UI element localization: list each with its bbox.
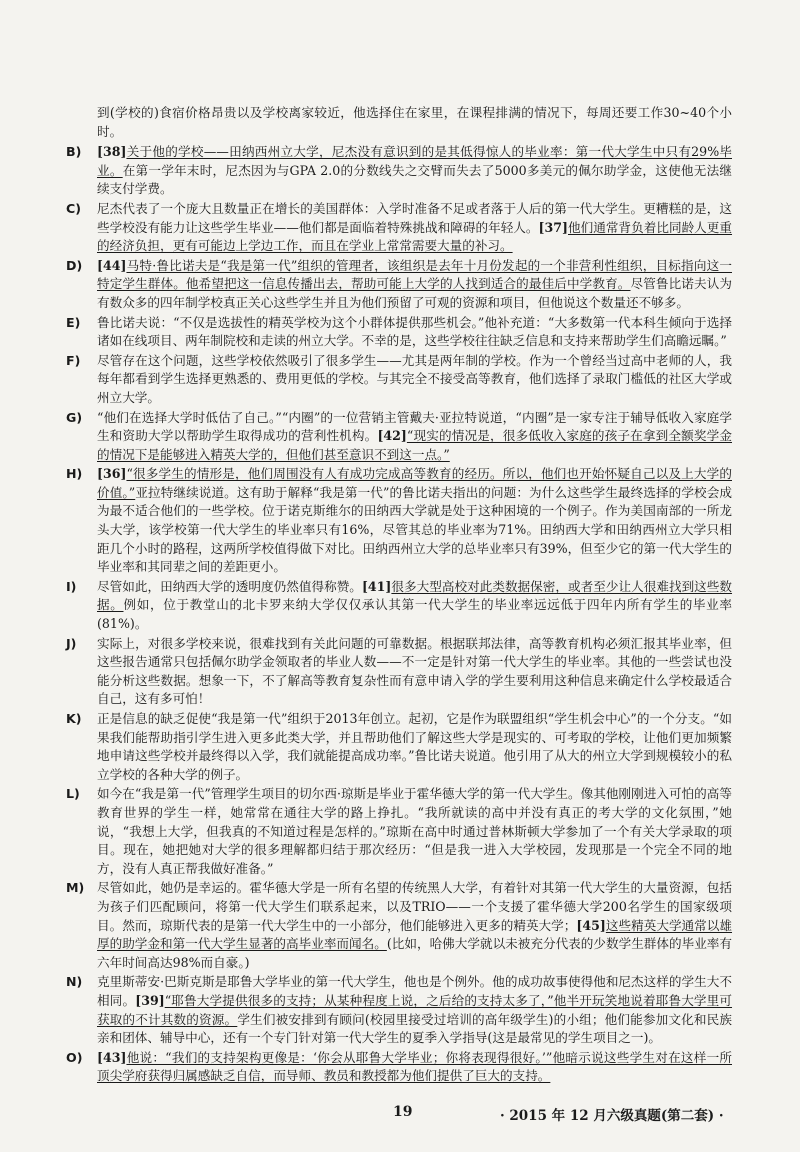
paragraph-text: 正是信息的缺乏促使“我是第一代”组织于2013年创立。起初，它是作为联盟组织“学生机会中心”的一个分支。“如果我们能帮助指引学生进入更多此类大学，并且帮助他们了解这些大学是现实的、可考取的学校，让他们更加频繁地申请这些学校并最终得以入学，我们就能提高成功率。”鲁比诺夫说道。他引用了从大的州立大学到规模较小的私立学校的各种大学的例子。	[97, 711, 732, 782]
paragraph-letter: N)	[66, 974, 83, 990]
paragraph	[66, 879, 732, 972]
paragraph	[66, 1049, 732, 1086]
underlined-answer-text: 很多大型高校对此类数据保密，或者至少让人很难找到这些数据。	[97, 578, 733, 613]
paragraph	[66, 257, 732, 313]
paragraph-text: 在第一学年末时，尼杰因为与GPA 2.0的分数线失之交臂而失去了5000多美元的佩尔助学金，这使他无法继续支付学费。	[97, 162, 733, 197]
question-number-tag: [44]	[97, 257, 127, 273]
underlined-answer-text: 他们通常背负着比同龄人更重的经济负担，更有可能边上学边工作，而且在学业上常常需要大量的补习。	[97, 219, 733, 254]
paragraph-letter: E)	[66, 314, 81, 330]
question-number-tag: [39]	[135, 992, 165, 1008]
question-number-tag: [36]	[97, 466, 127, 482]
paragraph-letter: F)	[66, 352, 81, 368]
paragraph-text: 例如，位于教堂山的北卡罗来纳大学仅仅承认其第一代大学生的毕业率远远低于四年内所有学生的毕业率(81%)。	[97, 597, 733, 632]
page-footer	[0, 1104, 800, 1124]
question-number-tag: [45]	[576, 917, 606, 933]
paragraph-text: 克里斯蒂安·巴斯克斯是耶鲁大学毕业的第一代大学生，他也是个例外。他的成功故事使得他和尼杰这样的学生大不相同。	[97, 974, 732, 1008]
underlined-answer-text: “现实的情况是，很多低收入家庭的孩子在拿到全额奖学金的情况下是能够进入精英大学的，但他们甚至意识不到这一点。”	[97, 428, 732, 462]
paragraph-letter: H)	[66, 466, 83, 482]
intro-paragraph: 到(学校的)食宿价格昂贵以及学校离家较近，他选择住在家里，在课程排满的情况下，每周还要工作30~40个小时。	[97, 105, 732, 139]
paragraph-text: “他们在选择大学时低估了自己。”“内圈”的一位营销主管戴夫·亚拉特说道，“内圈”是一家专注于辅导低收入家庭学生和资助大学以帮助学生取得成功的营利性机构。	[97, 409, 732, 444]
paragraph	[66, 409, 732, 465]
paragraph	[66, 785, 732, 878]
paragraph-letter: O)	[66, 1049, 83, 1065]
paragraph	[66, 314, 732, 351]
paragraph	[66, 465, 732, 577]
paragraph-letter: C)	[66, 200, 81, 216]
paragraph-list	[66, 143, 732, 1086]
paragraph-letter: J)	[66, 635, 77, 651]
paragraph-letter: G)	[66, 409, 83, 425]
question-number-tag: [38]	[97, 144, 127, 160]
page-number: 19	[393, 1104, 413, 1120]
paragraph-text: 尼杰代表了一个庞大且数量正在增长的美国群体：入学时准备不足或者落于人后的第一代大学生。更糟糕的是，这些学校没有能力让这些学生毕业——他们都是面临着特殊挑战和障碍的年轻人。	[97, 200, 732, 235]
underlined-answer-text: “耶鲁大学提供很多的支持；从某种程度上说，之后给的支持太多了，”他半开玩笑地说着耶鲁大学里可获取的不计其数的资源。	[97, 992, 733, 1027]
paragraph-letter: L)	[66, 786, 80, 802]
question-number-tag: [42]	[377, 428, 407, 444]
paragraph-text: 尽管鲁比诺夫认为有数众多的四年制学校真正关心这些学生并且为他们预留了可观的资源和项目，但他说这个数量还不够多。	[97, 276, 733, 310]
paragraph	[66, 635, 732, 709]
paragraph-text: 学生们被安排到有顾问(校园里接受过培训的高年级学生)的小组；他们能参加文化和民族亲和团体、辅导中心，还有一个专门针对第一代大学生的夏季入学指导(这是最常见的学生项目之一)。	[97, 1011, 733, 1046]
paragraph-text: (比如，哈佛大学就以未被充分代表的少数学生群体的毕业率有六年时间高达98%而自豪。)	[97, 936, 732, 970]
passage-body	[66, 104, 732, 1087]
paragraph-text: 实际上，对很多学校来说，很难找到有关此问题的可靠数据。根据联邦法律，高等教育机构必须汇报其毕业率，但这些报告通常只包括佩尔助学金领取者的毕业人数——不一定是针对第一代大学生的毕业率。其他的一些尝试也没能分析这些数据。想象一下，不了解高等教育复杂性而有意申请入学的学生要利用这种信息来确定什么学校最适合自己，这有多可怕！	[97, 635, 732, 707]
exam-caption: · 2015 年 12 月六级真题(第二套) ·	[500, 1108, 724, 1124]
paragraph-text: 尽管存在这个问题，这些学校依然吸引了很多学生——尤其是两年制的学校。作为一个曾经当过高中老师的人，我每年都看到学生选择更熟悉的、费用更低的学校。与其完全不接受高等教育，他们选择了录取门槛低的社区大学或州立大学。	[97, 352, 732, 405]
paragraph-letter: M)	[66, 880, 85, 896]
underlined-answer-text: 关于他的学校——田纳西州立大学，尼杰没有意识到的是其低得惊人的毕业率：第一代大学生中只有29%毕业。	[97, 144, 732, 178]
paragraph	[66, 973, 732, 1047]
paragraph-text: 尽管如此，田纳西大学的透明度仍然值得称赞。	[97, 578, 362, 594]
underlined-answer-text: 这些精英大学通常以雄厚的助学金和第一代大学生显著的高毕业率而闻名。	[97, 917, 733, 952]
paragraph-letter: B)	[66, 144, 82, 160]
paragraph-letter: D)	[66, 257, 83, 273]
paragraph	[66, 578, 732, 634]
underlined-answer-text: 他说：“我们的支持架构更像是：‘你会从耶鲁大学毕业；你将表现得很好。’”他暗示说这些学生对在这样一所顶尖学府获得归属感缺乏自信，而导师、教员和教授都为他们提供了巨大的支持。	[97, 1049, 732, 1084]
question-number-tag: [41]	[361, 578, 392, 594]
paragraph-text: 尽管如此，她仍是幸运的。霍华德大学是一所有名望的传统黑人大学，有着针对其第一代大学生的大量资源，包括为孩子们匹配顾问，将第一代大学生们联系起来，以及TRIO——一个支援了霍华德大学200名学生的国家级项目。然而，琼斯代表的是第一代大学生中的一小部分，他们能够进入更多的精英大学；	[97, 880, 732, 933]
paragraph-letter: K)	[66, 711, 82, 726]
paragraph	[66, 143, 732, 199]
underlined-answer-text: 马特·鲁比诺夫是“我是第一代”组织的管理者，该组织是去年十月份发起的一个非营利性组织，目标指向这一特定学生群体。他希望把这一信息传播出去，帮助可能上大学的人找到适合的最佳后中学教育。	[97, 257, 732, 292]
paragraph-letter: I)	[66, 578, 77, 594]
question-number-tag: [43]	[97, 1049, 127, 1065]
paragraph-text: 鲁比诺夫说：“不仅是选拔性的精英学校为这个小群体提供那些机会。”他补充道：“大多数第一代本科生倾向于选择诸如在线项目、两年制院校和走读的州立大学。不幸的是，这些学校往往缺乏信息和支持来帮助学生们高瞻远瞩。”	[97, 314, 732, 349]
paragraph	[66, 710, 732, 784]
underlined-answer-text: “很多学生的情形是，他们周围没有人有成功完成高等教育的经历。所以，他们也开始怀疑自己以及上大学的价值。”	[97, 466, 732, 500]
paragraph	[66, 200, 732, 256]
paragraph-text: 如今在“我是第一代”管理学生项目的切尔西·琼斯是毕业于霍华德大学的第一代大学生。像其他刚刚进入可怕的高等教育世界的学生一样，她常常在通往大学的路上挣扎。“我所就读的高中并没有真正的考大学的文化氛围，”她说，“我想上大学，但我真的不知道过程是怎样的。”琼斯在高中时通过普林斯顿大学参加了一个有关大学录取的项目。现在，她把她对大学的很多理解都归结于那次经历：“但是我一进入大学校园，发现那是一个完全不同的地方，没有人真正帮我做好准备。”	[97, 786, 732, 876]
paragraph	[66, 352, 732, 408]
question-number-tag: [37]	[538, 219, 568, 235]
paragraph-text: 亚拉特继续说道。这有助于解释“我是第一代”的鲁比诺夫指出的问题：为什么这些学生最终选择的学校会成为最不适合他们的一些学校。位于诺克斯维尔的田纳西大学就是处于这种困境的一个例子。作为美国南部的一所龙头大学，该学校第一代大学生的毕业率只有16%，尽管其总的毕业率为71%。田纳西大学和田纳西州立大学只相距几个小时的路程，这两所学校值得做下对比。田纳西州立大学的总毕业率只有39%，但至少它的第一代大学生的毕业率和其同辈之间的差距更小。	[97, 484, 732, 575]
